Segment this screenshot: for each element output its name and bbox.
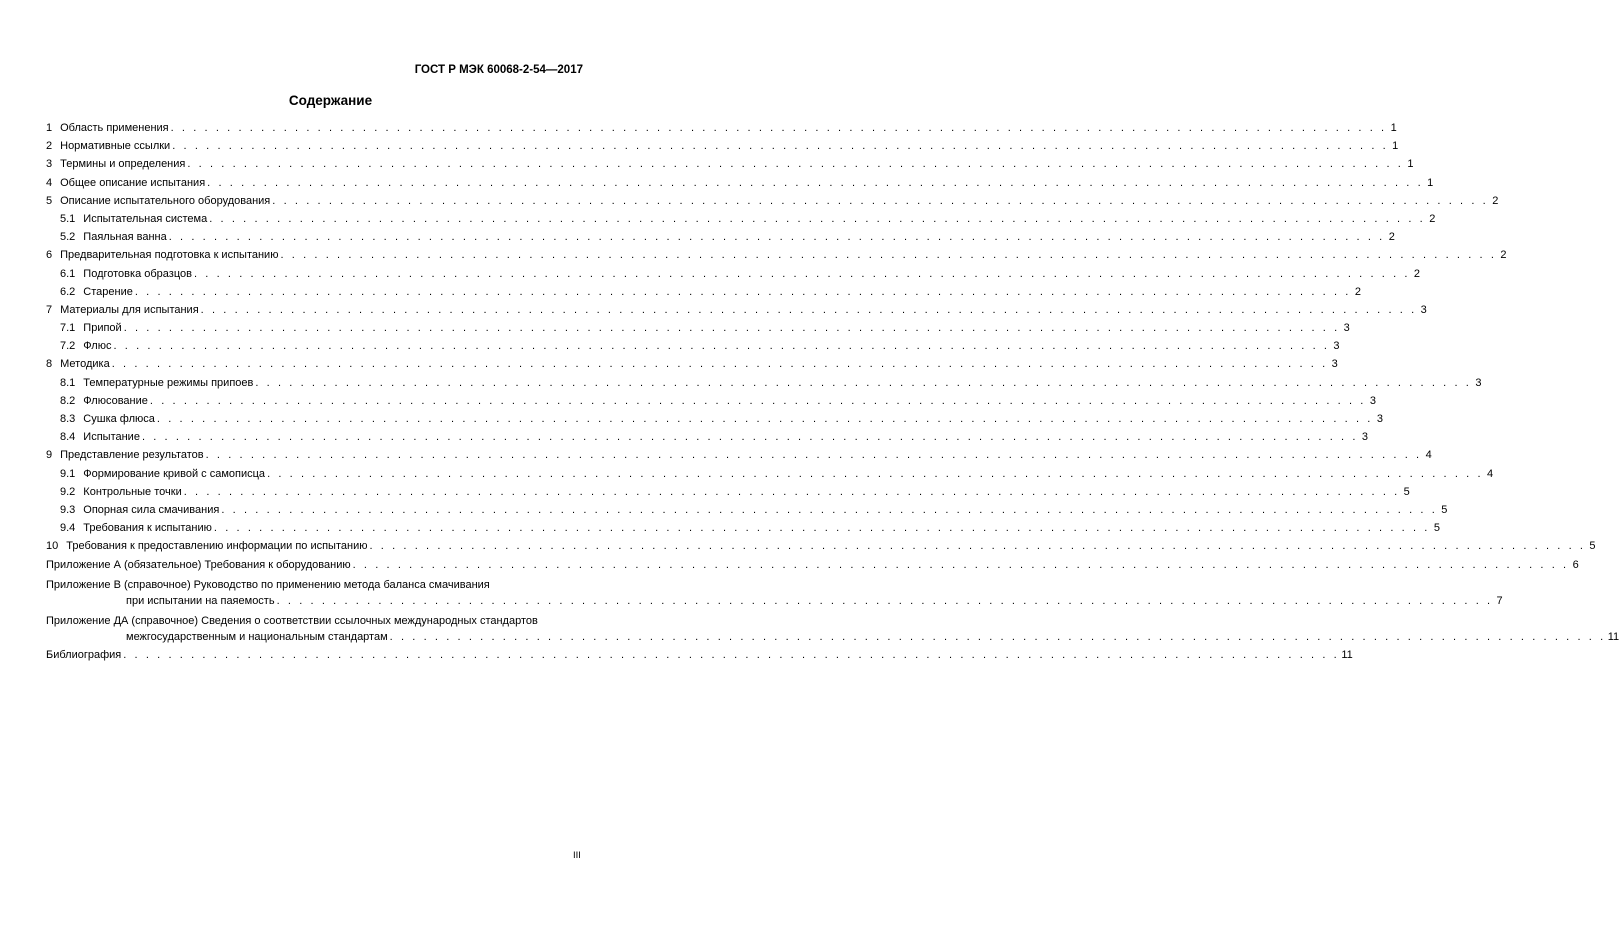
toc-entry-label: Общее описание испытания [60,176,206,189]
toc-entry-page: 2 [1388,231,1395,244]
toc-entry-label: Сушка флюса [83,413,155,425]
toc-entry[interactable] [46,521,1440,539]
toc-entry-number: 7.2 [60,340,76,353]
dot-leader: . . . . . . . . . . . . . . . . . . . . . . . . . . . . . . . . . . . . . . . . . . . . . . . . . . . . . . . . . . . . . . . . . . . . . . . . . . . . . . . . . . . . . . . . . . . . . . . . . . . . . . . . . . . . [213,522,1430,535]
toc-entry-label: Требования к испытанию [83,522,212,535]
toc-entry-label-line2: при испытании на паяемость [126,594,275,607]
dot-leader: . . . . . . . . . . . . . . . . . . . . . . . . . . . . . . . . . . . . . . . . . . . . . . . . . . . . . . . . . . . . . . . . . . . . . . . . . . . . . . . . . . . . . . . . . . . . . . . . . . . . . . . . . . . . [134,285,1351,298]
toc-entry-page: 11 [1607,630,1619,643]
toc-entry-number: 1 [46,122,53,134]
toc-entry[interactable] [46,303,1427,321]
toc-entry-label-line2: межгосударственным и национальным стандартам [126,630,388,643]
toc-entry-bibliography[interactable] [46,648,1353,666]
toc-entry-page: 3 [1333,340,1340,353]
toc-entry-label: Флюсование [83,394,148,407]
toc-entry-label: Методика [60,358,110,371]
toc-entry[interactable] [46,503,1448,521]
toc-entry-label: Приложение А (обязательное) Требования к оборудованию [46,558,351,571]
toc-entry-label: Материалы для испытания [60,303,199,316]
toc-entry-page: 2 [1500,249,1507,262]
toc-entry[interactable] [46,394,1376,412]
dot-leader: . . . . . . . . . . . . . . . . . . . . . . . . . . . . . . . . . . . . . . . . . . . . . . . . . . . . . . . . . . . . . . . . . . . . . . . . . . . . . . . . . . . . . . . . . . . . . . . . . . . . . . . . . . . . [255,376,1472,389]
toc-entry-label: Припой [83,322,122,335]
dot-leader: . . . . . . . . . . . . . . . . . . . . . . . . . . . . . . . . . . . . . . . . . . . . . . . . . . . . . . . . . . . . . . . . . . . . . . . . . . . . . . . . . . . . . . . . . . . . . . . . . . . . . . . . . . . . [280,249,1497,262]
toc-entry-number: 6 [46,249,53,262]
toc-entry[interactable] [46,357,1338,375]
dot-leader: . . . . . . . . . . . . . . . . . . . . . . . . . . . . . . . . . . . . . . . . . . . . . . . . . . . . . . . . . . . . . . . . . . . . . . . . . . . . . . . . . . . . . . . . . . . . . . . . . . . . . . . . . . . . [168,231,1385,244]
toc-entry-number: 5 [46,194,53,207]
toc-entry-number: 6.2 [60,285,76,298]
toc-entry-label: Испытание [83,431,140,444]
toc-entry-page: 1 [1390,122,1397,134]
toc-entry[interactable] [46,539,1596,557]
toc-entry[interactable] [46,267,1421,285]
dot-leader: . . . . . . . . . . . . . . . . . . . . . . . . . . . . . . . . . . . . . . . . . . . . . . . . . . . . . . . . . . . . . . . . . . . . . . . . . . . . . . . . . . . . . . . . . . . . . . . . . . . . . . . . . . . . [111,358,1328,371]
dot-leader: . . . . . . . . . . . . . . . . . . . . . . . . . . . . . . . . . . . . . . . . . . . . . . . . . . . . . . . . . . . . . . . . . . . . . . . . . . . . . . . . . . . . . . . . . . . . . . . . . . . . . . . . . . . . [183,485,1400,498]
toc-entry[interactable] [46,248,1507,266]
toc-entry-number: 2 [46,140,53,153]
toc-entry-page: 1 [1392,140,1399,153]
toc-entry-label: Паяльная ванна [83,231,167,244]
dot-leader: . . . . . . . . . . . . . . . . . . . . . . . . . . . . . . . . . . . . . . . . . . . . . . . . . . . . . . . . . . . . . . . . . . . . . . . . . . . . . . . . . . . . . . . . . . . . . . . . . . . . . . . . . . . . [149,394,1366,407]
toc-title: Содержание [288,93,373,108]
toc-entry-number: 7 [46,303,53,316]
dot-leader: . . . . . . . . . . . . . . . . . . . . . . . . . . . . . . . . . . . . . . . . . . . . . . . . . . . . . . . . . . . . . . . . . . . . . . . . . . . . . . . . . . . . . . . . . . . . . . . . . . . . . . . . . . . . [172,140,1389,153]
toc-entry-label: Контрольные точки [83,485,182,498]
toc-entry-page: 3 [1420,303,1427,316]
toc-entry[interactable] [46,321,1350,339]
toc-entry-label: Флюс [83,340,112,353]
dot-leader: . . . . . . . . . . . . . . . . . . . . . . . . . . . . . . . . . . . . . . . . . . . . . . . . . . . . . . . . . . . . . . . . . . . . . . . . . . . . . . . . . . . . . . . . . . . . . . . . . . . . . . . . . . . . [205,449,1422,462]
toc-entry-page: 7 [1496,594,1503,607]
toc-entry-page: 5 [1433,522,1440,535]
document-code: ГОСТ Р МЭК 60068-2-54—2017 [414,64,583,76]
dot-leader: . . . . . . . . . . . . . . . . . . . . . . . . . . . . . . . . . . . . . . . . . . . . . . . . . . . . . . . . . . . . . . . . . . . . . . . . . . . . . . . . . . . . . . . . . . . . . . . . . . . . . . . . . . . . [276,594,1493,607]
toc-entry-label: Подготовка образцов [83,267,192,280]
toc-entry-number: 8.4 [60,431,76,444]
dot-leader: . . . . . . . . . . . . . . . . . . . . . . . . . . . . . . . . . . . . . . . . . . . . . . . . . . . . . . . . . . . . . . . . . . . . . . . . . . . . . . . . . . . . . . . . . . . . . . . . . . . . . . . . . . . . [156,413,1373,425]
dot-leader: . . . . . . . . . . . . . . . . . . . . . . . . . . . . . . . . . . . . . . . . . . . . . . . . . . . . . . . . . . . . . . . . . . . . . . . . . . . . . . . . . . . . . . . . . . . . . . . . . . . . . . . . . . . . [123,649,1340,662]
dot-leader: . . . . . . . . . . . . . . . . . . . . . . . . . . . . . . . . . . . . . . . . . . . . . . . . . . . . . . . . . . . . . . . . . . . . . . . . . . . . . . . . . . . . . . . . . . . . . . . . . . . . . . . . . . . . [267,467,1484,480]
toc-entry[interactable] [46,412,1383,430]
toc-entry-number: 8.3 [60,413,76,425]
toc-entry[interactable] [46,485,1410,503]
toc-entry-label: Предварительная подготовка к испытанию [60,249,279,262]
toc-entry[interactable] [46,121,1397,139]
toc-entry-number: 6.1 [60,267,76,280]
toc-entry[interactable] [46,448,1432,466]
dot-leader: . . . . . . . . . . . . . . . . . . . . . . . . . . . . . . . . . . . . . . . . . . . . . . . . . . . . . . . . . . . . . . . . . . . . . . . . . . . . . . . . . . . . . . . . . . . . . . . . . . . . . . . . . . . . [200,303,1417,316]
toc-entry[interactable] [46,139,1399,157]
toc-entry-number: 9.2 [60,485,76,498]
toc-entry-label: Термины и определения [60,158,186,171]
toc-entry-page: 3 [1331,358,1338,371]
toc-entry-page: 5 [1441,503,1448,516]
toc-entry-label: Старение [83,285,133,298]
dot-leader: . . . . . . . . . . . . . . . . . . . . . . . . . . . . . . . . . . . . . . . . . . . . . . . . . . . . . . . . . . . . . . . . . . . . . . . . . . . . . . . . . . . . . . . . . . . . . . . . . . . . . . . . . . . . [170,122,1387,134]
toc-entry-annex-b[interactable] [46,576,1503,612]
dot-leader: . . . . . . . . . . . . . . . . . . . . . . . . . . . . . . . . . . . . . . . . . . . . . . . . . . . . . . . . . . . . . . . . . . . . . . . . . . . . . . . . . . . . . . . . . . . . . . . . . . . . . . . . . . . . [123,322,1340,335]
toc-entry-number: 7.1 [60,322,76,335]
toc-entry-page: 3 [1369,394,1376,407]
toc-entry-label: Формирование кривой с самописца [83,467,266,480]
toc-entry-page: 3 [1376,413,1383,425]
toc-entry-number: 9.3 [60,503,76,516]
toc-entry-page: 2 [1413,267,1421,280]
toc-entry-number: 5.2 [60,231,76,244]
toc-entry[interactable] [46,194,1499,212]
toc-entry-page: 5 [1403,485,1410,498]
toc-entry-label: Область применения [60,122,169,134]
dot-leader: . . . . . . . . . . . . . . . . . . . . . . . . . . . . . . . . . . . . . . . . . . . . . . . . . . . . . . . . . . . . . . . . . . . . . . . . . . . . . . . . . . . . . . . . . . . . . . . . . . . . . . . . . . . . [113,340,1330,353]
page-number: III [573,850,581,861]
dot-leader: . . . . . . . . . . . . . . . . . . . . . . . . . . . . . . . . . . . . . . . . . . . . . . . . . . . . . . . . . . . . . . . . . . . . . . . . . . . . . . . . . . . . . . . . . . . . . . . . . . . . . . . . . . . . [369,540,1586,553]
toc-entry-page: 5 [1589,540,1596,553]
dot-leader: . . . . . . . . . . . . . . . . . . . . . . . . . . . . . . . . . . . . . . . . . . . . . . . . . . . . . . . . . . . . . . . . . . . . . . . . . . . . . . . . . . . . . . . . . . . . . . . . . . . . . . . . . . . . [221,503,1438,516]
toc-entry-label-line1: Приложение В (справочное) Руководство по применению метода баланса смачивания [46,578,490,591]
toc-entry-page: 3 [1361,431,1369,444]
toc-entry-page: 1 [1427,176,1434,189]
toc-entry-label-line1: Приложение ДА (справочное) Сведения о соответствии ссылочных международных стандартов [46,614,538,627]
toc-entry-annex-da[interactable] [46,612,1619,648]
toc-entry[interactable] [46,230,1395,248]
toc-entry-number: 9 [46,449,53,462]
toc-entry[interactable] [46,157,1414,175]
toc-entry-page: 4 [1425,449,1432,462]
toc-entry-page: 2 [1429,212,1436,225]
toc-entry-label: Требования к предоставлению информации по испытанию [66,540,368,553]
toc-entry-page: 2 [1354,285,1361,298]
toc-entry[interactable] [46,430,1369,448]
toc-entry-label: Библиография [46,649,122,662]
toc-entry[interactable] [46,176,1434,194]
dot-leader: . . . . . . . . . . . . . . . . . . . . . . . . . . . . . . . . . . . . . . . . . . . . . . . . . . . . . . . . . . . . . . . . . . . . . . . . . . . . . . . . . . . . . . . . . . . . . . . . . . . . . . . . . . . . [141,431,1359,444]
toc-entry-number: 10 [46,540,59,553]
toc-entry-number: 4 [46,176,53,189]
toc-entry-number: 5.1 [60,212,76,225]
toc-entry-page: 1 [1407,158,1414,171]
toc-entry-number: 8.1 [60,376,76,389]
toc-entry-label: Температурные режимы припоев [83,376,254,389]
toc-entry[interactable] [46,339,1340,357]
toc-entry-page: 6 [1572,558,1579,571]
toc-entry-number: 8 [46,358,53,371]
table-of-contents [46,121,1619,666]
toc-entry-number: 8.2 [60,394,76,407]
toc-entry-label: Испытательная система [83,212,208,225]
toc-entries [46,121,1596,558]
toc-entry-label: Представление результатов [60,449,204,462]
toc-entry-label: Описание испытательного оборудования [60,194,271,207]
toc-entry-page: 3 [1343,322,1350,335]
dot-leader: . . . . . . . . . . . . . . . . . . . . . . . . . . . . . . . . . . . . . . . . . . . . . . . . . . . . . . . . . . . . . . . . . . . . . . . . . . . . . . . . . . . . . . . . . . . . . . . . . . . . . . . . . . . . [207,176,1424,189]
toc-entry[interactable] [46,467,1494,485]
toc-entry[interactable] [46,285,1361,303]
dot-leader: . . . . . . . . . . . . . . . . . . . . . . . . . . . . . . . . . . . . . . . . . . . . . . . . . . . . . . . . . . . . . . . . . . . . . . . . . . . . . . . . . . . . . . . . . . . . . . . . . . . . . . . . . . . . [187,158,1404,171]
toc-entry[interactable] [46,212,1436,230]
toc-entry-page: 4 [1487,467,1494,480]
dot-leader: . . . . . . . . . . . . . . . . . . . . . . . . . . . . . . . . . . . . . . . . . . . . . . . . . . . . . . . . . . . . . . . . . . . . . . . . . . . . . . . . . . . . . . . . . . . . . . . . . . . . . . . . . . . . [389,630,1606,643]
dot-leader: . . . . . . . . . . . . . . . . . . . . . . . . . . . . . . . . . . . . . . . . . . . . . . . . . . . . . . . . . . . . . . . . . . . . . . . . . . . . . . . . . . . . . . . . . . . . . . . . . . . . . . . . . . . . [209,212,1426,225]
toc-entry-label: Нормативные ссылки [60,140,171,153]
toc-entry-number: 9.1 [60,467,76,480]
toc-entry[interactable] [46,376,1482,394]
dot-leader: . . . . . . . . . . . . . . . . . . . . . . . . . . . . . . . . . . . . . . . . . . . . . . . . . . . . . . . . . . . . . . . . . . . . . . . . . . . . . . . . . . . . . . . . . . . . . . . . . . . . . . . . . . . . [193,267,1411,280]
toc-entry-label: Опорная сила смачивания [83,503,220,516]
toc-entry-number: 3 [46,158,53,171]
dot-leader: . . . . . . . . . . . . . . . . . . . . . . . . . . . . . . . . . . . . . . . . . . . . . . . . . . . . . . . . . . . . . . . . . . . . . . . . . . . . . . . . . . . . . . . . . . . . . . . . . . . . . . . . . . . . [272,194,1489,207]
toc-entry-number: 9.4 [60,522,76,535]
dot-leader: . . . . . . . . . . . . . . . . . . . . . . . . . . . . . . . . . . . . . . . . . . . . . . . . . . . . . . . . . . . . . . . . . . . . . . . . . . . . . . . . . . . . . . . . . . . . . . . . . . . . . . . . . . . . [352,558,1569,571]
toc-entry-annex-a[interactable] [46,558,1579,576]
toc-entry-page: 11 [1341,649,1353,662]
toc-entry-page: 2 [1492,194,1499,207]
toc-entry-page: 3 [1475,376,1482,389]
